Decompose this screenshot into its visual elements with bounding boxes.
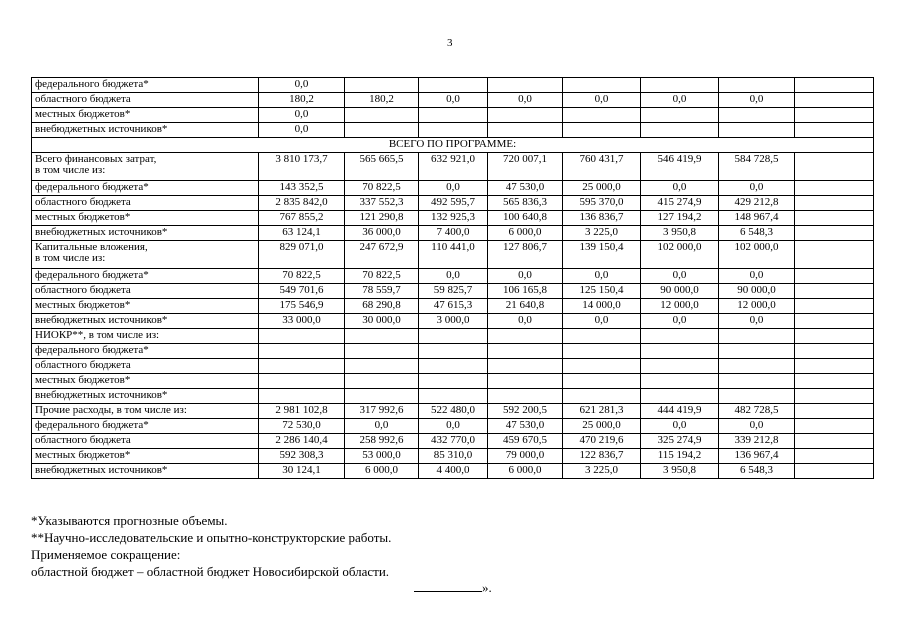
value-cell [641,344,719,359]
empty-cell [795,284,874,299]
value-cell: 720 007,1 [488,153,563,181]
value-cell: 0,0 [419,419,488,434]
table-row [32,389,874,404]
table-row [32,374,874,389]
value-cell: 0,0 [488,93,563,108]
empty-cell [795,269,874,284]
empty-cell [795,299,874,314]
value-cell [641,389,719,404]
value-cell: 592 308,3 [259,449,345,464]
value-cell: 432 770,0 [419,434,488,449]
value-cell: 0,0 [345,419,419,434]
value-cell: 33 000,0 [259,314,345,329]
value-cell: 180,2 [259,93,345,108]
value-cell [345,344,419,359]
value-cell [563,359,641,374]
table-row [32,93,874,108]
value-cell: 584 728,5 [719,153,795,181]
value-cell [641,329,719,344]
value-cell [345,359,419,374]
value-cell: 6 548,3 [719,464,795,479]
row-label [32,374,259,389]
empty-cell [795,404,874,419]
value-cell: 565 836,3 [488,196,563,211]
section-header-row [32,138,874,153]
value-cell: 30 000,0 [345,314,419,329]
value-cell: 258 992,6 [345,434,419,449]
table-row [32,269,874,284]
value-cell [719,123,795,138]
value-cell [419,344,488,359]
value-cell: 6 000,0 [345,464,419,479]
empty-cell [795,344,874,359]
empty-cell [795,93,874,108]
value-cell [488,344,563,359]
section-title: ВСЕГО ПО ПРОГРАММЕ: [32,138,874,153]
value-cell: 0,0 [259,78,345,93]
row-label [32,269,259,284]
closing-quote: ». [482,580,492,595]
row-label-subtext: в том числе из: [35,164,106,176]
row-label-text: внебюджетных источников* [35,389,168,401]
value-cell [419,359,488,374]
value-cell: 3 000,0 [419,314,488,329]
value-cell: 3 810 173,7 [259,153,345,181]
value-cell [488,374,563,389]
value-cell: 0,0 [259,123,345,138]
empty-cell [795,449,874,464]
value-cell: 0,0 [719,181,795,196]
value-cell [563,78,641,93]
row-label-text: областного бюджета [35,434,131,446]
value-cell: 565 665,5 [345,153,419,181]
value-cell [719,108,795,123]
value-cell: 0,0 [259,108,345,123]
value-cell [641,359,719,374]
value-cell [488,123,563,138]
value-cell: 6 548,3 [719,226,795,241]
value-cell [259,344,345,359]
value-cell: 90 000,0 [719,284,795,299]
value-cell: 79 000,0 [488,449,563,464]
value-cell: 0,0 [719,93,795,108]
value-cell: 0,0 [719,419,795,434]
table-row [32,153,874,181]
value-cell [419,389,488,404]
row-label-text: внебюджетных источников* [35,464,168,476]
empty-cell [795,241,874,269]
value-cell: 429 212,8 [719,196,795,211]
row-label-text: местных бюджетов* [35,374,131,386]
row-label-text: федерального бюджета* [35,419,149,431]
value-cell: 90 000,0 [641,284,719,299]
row-label-text: внебюджетных источников* [35,314,168,326]
value-cell [563,344,641,359]
row-label-text: внебюджетных источников* [35,123,168,135]
table-row [32,314,874,329]
empty-cell [795,464,874,479]
value-cell: 482 728,5 [719,404,795,419]
value-cell: 0,0 [563,269,641,284]
row-label [32,241,259,269]
value-cell: 592 200,5 [488,404,563,419]
value-cell: 127 194,2 [641,211,719,226]
value-cell: 59 825,7 [419,284,488,299]
empty-cell [795,108,874,123]
empty-cell [795,211,874,226]
value-cell [488,329,563,344]
footnote-niokr: **Научно-исследовательские и опытно-конструкторские работы. [31,530,392,545]
table-row [32,226,874,241]
table-row [32,78,874,93]
empty-cell [795,389,874,404]
table-row [32,434,874,449]
row-label-text: областного бюджета [35,284,131,296]
row-label-text: местных бюджетов* [35,211,131,223]
value-cell: 0,0 [563,93,641,108]
value-cell [345,123,419,138]
row-label-text: внебюджетных источников* [35,226,168,238]
value-cell [488,359,563,374]
value-cell: 3 950,8 [641,226,719,241]
empty-cell [795,196,874,211]
value-cell: 78 559,7 [345,284,419,299]
row-label [32,196,259,211]
row-label [32,211,259,226]
row-label [32,359,259,374]
empty-cell [795,314,874,329]
empty-cell [795,434,874,449]
value-cell [641,108,719,123]
value-cell: 0,0 [419,181,488,196]
row-label-text: областного бюджета [35,93,131,105]
row-label-text: местных бюджетов* [35,108,131,120]
value-cell: 70 822,5 [259,269,345,284]
value-cell: 522 480,0 [419,404,488,419]
row-label-subtext: в том числе из: [35,252,106,264]
value-cell: 47 530,0 [488,419,563,434]
value-cell: 632 921,0 [419,153,488,181]
table-row [32,449,874,464]
value-cell: 549 701,6 [259,284,345,299]
value-cell: 139 150,4 [563,241,641,269]
table-row [32,329,874,344]
table-row [32,419,874,434]
empty-cell [795,226,874,241]
value-cell: 3 950,8 [641,464,719,479]
value-cell [345,374,419,389]
row-label [32,404,259,419]
value-cell: 21 640,8 [488,299,563,314]
value-cell: 12 000,0 [641,299,719,314]
value-cell: 143 352,5 [259,181,345,196]
value-cell: 30 124,1 [259,464,345,479]
value-cell: 25 000,0 [563,181,641,196]
value-cell: 0,0 [419,93,488,108]
value-cell: 68 290,8 [345,299,419,314]
value-cell [719,78,795,93]
value-cell [719,374,795,389]
value-cell: 595 370,0 [563,196,641,211]
value-cell: 70 822,5 [345,269,419,284]
value-cell [419,329,488,344]
page-number: 3 [447,37,453,49]
empty-cell [795,153,874,181]
value-cell: 14 000,0 [563,299,641,314]
value-cell: 0,0 [419,269,488,284]
value-cell: 47 615,3 [419,299,488,314]
abbreviation-heading: Применяемое сокращение: [31,547,181,562]
value-cell [259,359,345,374]
value-cell: 0,0 [641,269,719,284]
value-cell: 72 530,0 [259,419,345,434]
table-row [32,359,874,374]
value-cell [563,389,641,404]
signature-line [414,579,482,592]
table-row [32,181,874,196]
empty-cell [795,181,874,196]
empty-cell [795,78,874,93]
value-cell: 470 219,6 [563,434,641,449]
value-cell: 339 212,8 [719,434,795,449]
table-row [32,241,874,269]
value-cell: 148 967,4 [719,211,795,226]
value-cell: 3 225,0 [563,464,641,479]
value-cell: 415 274,9 [641,196,719,211]
value-cell: 492 595,7 [419,196,488,211]
value-cell: 100 640,8 [488,211,563,226]
table-row [32,108,874,123]
table-row [32,344,874,359]
row-label-text: местных бюджетов* [35,299,131,311]
value-cell: 546 419,9 [641,153,719,181]
value-cell: 115 194,2 [641,449,719,464]
row-label-text: областного бюджета [35,196,131,208]
table-row [32,299,874,314]
value-cell: 760 431,7 [563,153,641,181]
value-cell: 7 400,0 [419,226,488,241]
value-cell: 136 836,7 [563,211,641,226]
value-cell [488,389,563,404]
value-cell [563,374,641,389]
table-row [32,196,874,211]
row-label-text: Прочие расходы, в том числе из: [35,404,187,416]
row-label [32,344,259,359]
row-label [32,389,259,404]
value-cell: 102 000,0 [719,241,795,269]
row-label [32,464,259,479]
value-cell: 70 822,5 [345,181,419,196]
value-cell [419,108,488,123]
empty-cell [795,374,874,389]
value-cell [641,123,719,138]
empty-cell [795,329,874,344]
value-cell: 4 400,0 [419,464,488,479]
row-label [32,329,259,344]
row-label [32,419,259,434]
value-cell [488,78,563,93]
value-cell: 247 672,9 [345,241,419,269]
empty-cell [795,359,874,374]
row-label-text: областного бюджета [35,359,131,371]
value-cell [259,374,345,389]
value-cell [419,123,488,138]
value-cell: 0,0 [641,419,719,434]
row-label [32,78,259,93]
value-cell [563,329,641,344]
row-label [32,181,259,196]
row-label [32,284,259,299]
value-cell [259,329,345,344]
closing-mark [414,579,492,596]
value-cell [719,344,795,359]
value-cell: 444 419,9 [641,404,719,419]
value-cell: 317 992,6 [345,404,419,419]
value-cell: 63 124,1 [259,226,345,241]
value-cell [419,78,488,93]
table-row [32,464,874,479]
footnote-forecast: *Указываются прогнозные объемы. [31,513,228,528]
abbreviation-definition: областной бюджет – областной бюджет Новосибирской области. [31,564,390,579]
value-cell: 621 281,3 [563,404,641,419]
value-cell: 106 165,8 [488,284,563,299]
value-cell [345,78,419,93]
value-cell: 0,0 [488,314,563,329]
table-row [32,123,874,138]
value-cell: 2 981 102,8 [259,404,345,419]
value-cell [259,389,345,404]
value-cell [719,359,795,374]
value-cell: 53 000,0 [345,449,419,464]
value-cell: 127 806,7 [488,241,563,269]
value-cell: 132 925,3 [419,211,488,226]
value-cell [641,78,719,93]
value-cell [419,374,488,389]
value-cell: 325 274,9 [641,434,719,449]
value-cell: 0,0 [563,314,641,329]
value-cell: 102 000,0 [641,241,719,269]
value-cell: 0,0 [488,269,563,284]
table-row [32,284,874,299]
value-cell [719,389,795,404]
value-cell: 6 000,0 [488,464,563,479]
row-label [32,314,259,329]
value-cell: 6 000,0 [488,226,563,241]
value-cell [641,374,719,389]
footnotes [31,512,391,580]
value-cell: 110 441,0 [419,241,488,269]
row-label [32,123,259,138]
row-label [32,449,259,464]
value-cell: 125 150,4 [563,284,641,299]
table-row [32,211,874,226]
value-cell: 0,0 [719,269,795,284]
value-cell: 47 530,0 [488,181,563,196]
table-row [32,404,874,419]
row-label-text: Капитальные вложения, [35,241,148,253]
value-cell: 121 290,8 [345,211,419,226]
value-cell: 3 225,0 [563,226,641,241]
value-cell [345,108,419,123]
row-label [32,108,259,123]
value-cell: 36 000,0 [345,226,419,241]
row-label-text: федерального бюджета* [35,181,149,193]
value-cell: 136 967,4 [719,449,795,464]
value-cell: 829 071,0 [259,241,345,269]
value-cell: 767 855,2 [259,211,345,226]
value-cell: 85 310,0 [419,449,488,464]
value-cell: 459 670,5 [488,434,563,449]
row-label [32,226,259,241]
row-label-text: местных бюджетов* [35,449,131,461]
value-cell: 2 286 140,4 [259,434,345,449]
table-body [32,78,874,479]
value-cell: 180,2 [345,93,419,108]
row-label [32,153,259,181]
value-cell: 175 546,9 [259,299,345,314]
empty-cell [795,123,874,138]
value-cell: 0,0 [641,314,719,329]
value-cell: 2 835 842,0 [259,196,345,211]
value-cell [345,389,419,404]
value-cell: 0,0 [641,181,719,196]
value-cell [719,329,795,344]
row-label-text: федерального бюджета* [35,344,149,356]
row-label-text: федерального бюджета* [35,78,149,90]
value-cell: 0,0 [641,93,719,108]
value-cell: 25 000,0 [563,419,641,434]
row-label-text: НИОКР**, в том числе из: [35,329,160,341]
value-cell: 12 000,0 [719,299,795,314]
value-cell: 337 552,3 [345,196,419,211]
row-label-text: Всего финансовых затрат, [35,153,157,165]
row-label [32,299,259,314]
value-cell [563,108,641,123]
row-label-text: федерального бюджета* [35,269,149,281]
value-cell: 0,0 [719,314,795,329]
empty-cell [795,419,874,434]
row-label [32,434,259,449]
row-label [32,93,259,108]
financing-table [31,77,874,479]
value-cell [563,123,641,138]
value-cell [488,108,563,123]
value-cell: 122 836,7 [563,449,641,464]
value-cell [345,329,419,344]
